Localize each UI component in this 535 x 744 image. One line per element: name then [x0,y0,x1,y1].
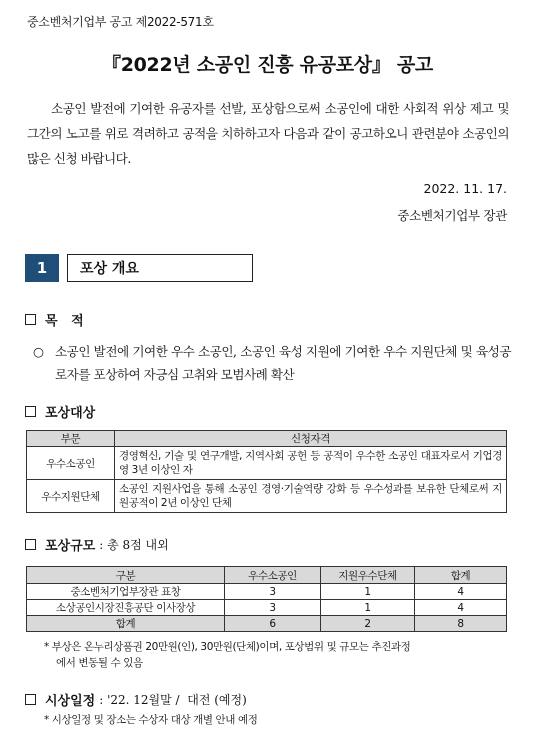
footnote-line: * 부상은 온누리상품권 20만원(인), 30만원(단체)이며, 포상범위 및 규모는 추진과정 [44,641,411,653]
section-header [25,254,253,282]
table-row [27,584,507,600]
category-cell: 우수지원단체 [27,480,115,513]
total-cell: 8 [415,616,507,632]
checkbox-square-icon [25,406,36,417]
targets-heading [25,402,95,421]
count-cell: 1 [321,600,415,616]
footnote-line: 에서 변동될 수 있음 [56,657,143,669]
table-row [27,480,507,513]
document-title: 『2022년 소공인 진흥 유공포상』 공고 [102,54,433,76]
count-cell: 1 [321,584,415,600]
column-header: 지원우수단체 [321,567,415,584]
purpose-text: 소공인 발전에 기여한 우수 소공인, 소공인 육성 지원에 기여한 우수 지원단체 및 육성공로자를 포상하여 자긍심 고취와 모범사례 확산 [55,344,511,382]
award-name-cell: 중소벤처기업부장관 표창 [27,584,225,600]
announcement-number: 중소벤처기업부 공고 제2022-571호 [27,15,214,29]
table-row [27,447,507,480]
checkbox-square-icon [25,539,36,550]
issuer: 중소벤처기업부 장관 [397,208,507,223]
total-label-cell: 합계 [27,616,225,632]
column-header: 우수소공인 [225,567,321,584]
intro-paragraph: 소공인 발전에 기여한 유공자를 선발, 포상함으로써 소공인에 대한 사회적 위상 제고 및 그간의 노고를 위로 격려하고 공적을 치하하고자 다음과 같이 공고하오니 관련분야 소공인의 많은 신청 바랍니다. [27,101,509,166]
column-header: 구분 [27,567,225,584]
section-title: 포상 개요 [67,254,253,282]
purpose-bullet [33,340,511,386]
scale-heading-label: 포상규모 [45,539,96,554]
award-name-cell: 소상공인시장진흥공단 이사장상 [27,600,225,616]
count-cell: 3 [225,584,321,600]
sum-cell: 4 [415,600,507,616]
section-number: 1 [25,254,59,282]
scale-note: : 총 8점 내외 [99,538,169,552]
circle-bullet-icon: ○ [33,344,44,359]
column-header: 신청자격 [115,431,507,447]
table-header-row [27,431,507,447]
purpose-heading [25,310,84,329]
schedule-heading-label: 시상일정 [45,694,96,709]
scale-heading [25,535,169,554]
sum-cell: 4 [415,584,507,600]
column-header: 합계 [415,567,507,584]
schedule-footnote: * 시상일정 및 장소는 수상자 대상 개별 안내 예정 [44,714,258,726]
checkbox-square-icon [25,314,36,325]
scale-table [26,566,507,632]
column-header: 부문 [27,431,115,447]
category-cell: 우수소공인 [27,447,115,480]
schedule-heading [25,690,247,709]
scale-footnote [44,639,510,671]
schedule-note: : '22. 12월말 / 대전 (예정) [99,693,247,707]
targets-heading-label: 포상대상 [45,406,96,421]
qualification-cell: 경영혁신, 기술 및 연구개발, 지역사회 공헌 등 공적이 우수한 소공인 대표자로서 기업경영 3년 이상인 자 [115,447,507,480]
table-row [27,600,507,616]
targets-table [26,430,507,513]
qualification-cell: 소공인 지원사업을 통해 소공인 경영·기술역량 강화 등 우수성과를 보유한 단체로써 지원공적이 2년 이상인 단체 [115,480,507,513]
total-cell: 2 [321,616,415,632]
total-row [27,616,507,632]
total-cell: 6 [225,616,321,632]
announcement-date: 2022. 11. 17. [423,181,507,196]
table-header-row [27,567,507,584]
checkbox-square-icon [25,694,36,705]
count-cell: 3 [225,600,321,616]
purpose-heading-label: 목 적 [45,314,84,329]
